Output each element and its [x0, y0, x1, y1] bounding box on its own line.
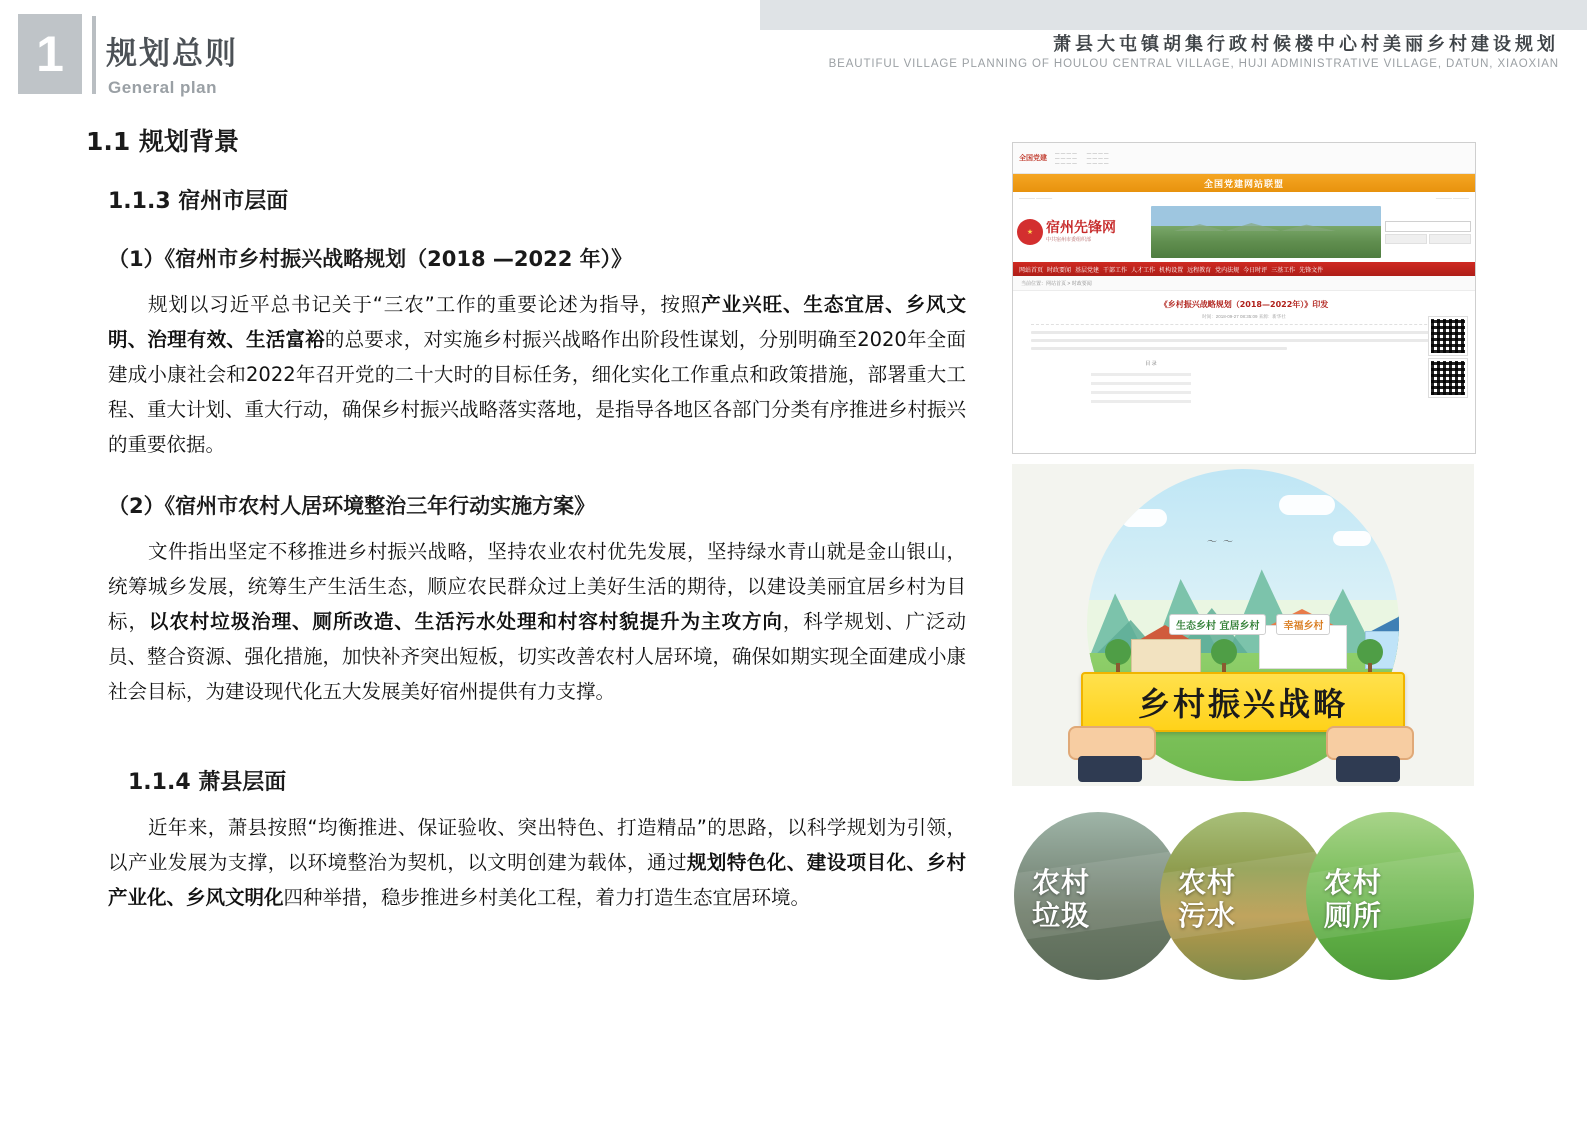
article-toc: [1091, 360, 1457, 403]
page-header: [0, 0, 1587, 112]
item-2-text-bold: 以农村垃圾治理、厕所改造、生活污水处理和村容村貌提升为主攻方向: [148, 610, 783, 633]
toc-item: [1091, 391, 1191, 394]
website-search-tags: [1385, 234, 1471, 244]
birds-icon: 〜〜: [1207, 537, 1239, 548]
search-input[interactable]: [1385, 221, 1471, 232]
breadcrumb: 当前位置：网站首页 > 时政要闻: [1013, 276, 1475, 291]
website-subtitle: 中共宿州市委组织部: [1046, 237, 1092, 243]
circle-photo-sewage: [1160, 812, 1328, 980]
poster-banner-text: 乡村振兴战略: [1137, 685, 1348, 723]
website-topbar-columns: [1055, 151, 1109, 166]
item-1-text-a: 规划以习近平总书记关于“三农”工作的重要论述为指导，按照: [148, 293, 702, 316]
toc-item: [1091, 382, 1191, 385]
toc-item: [1091, 400, 1191, 403]
website-banner: [1013, 202, 1475, 262]
item-3-text-a: 近年来，萧县按照“均衡推进、保证验收、突出特色、打造精品”的思路，以科学规划为引领，以产业发展为支撑，以环境整治为契机，以文明创建为载体，通过: [108, 816, 966, 874]
hand-icon: [1326, 712, 1418, 782]
text-line: [1031, 331, 1436, 334]
nav-item-2[interactable]: 基层党建: [1075, 266, 1100, 274]
website-thin-left: ———— ————: [1019, 194, 1053, 200]
circle-label-toilet: [1324, 866, 1382, 932]
search-tag[interactable]: [1429, 234, 1471, 244]
item-2-text-c: ，科学规划、广泛动员、整合资源、强化措施，加快补齐突出短板，切实改善农村人居环境，确保如期实现全面建成小康社会目标，为建设现代化五大发展美好宿州提供有力支撑。: [108, 610, 967, 703]
figure-three-circles: [1006, 800, 1480, 1000]
item-2-text-a: 文件指出坚定不移推进乡村振兴战略，坚持农业农村优先发展，坚持绿水青山就是金山银山，统筹城乡发展，统筹生产生活生态，顺应农民群众过上美好生活的期待，以建设美丽宜居乡村为目标，: [108, 540, 966, 633]
article-meta: 时间：2018-09-27 08:35:09 来源：新华社: [1031, 314, 1457, 325]
search-tag[interactable]: [1385, 234, 1427, 244]
chapter-title-en: General plan: [108, 78, 217, 97]
poster-label-right: 幸福乡村: [1276, 614, 1330, 635]
nav-item-9[interactable]: 三基工作: [1271, 266, 1296, 274]
circle-label-garbage-line1: 农村: [1032, 866, 1091, 899]
section-heading-1-1-3: 1.1.3 宿州市层面: [108, 189, 289, 214]
nav-item-7[interactable]: 党内法规: [1215, 266, 1240, 274]
website-brand: [1017, 219, 1147, 245]
nav-item-10[interactable]: 先锋文件: [1299, 266, 1324, 274]
project-title-en: BEAUTIFUL VILLAGE PLANNING OF HOULOU CENTRAL VILLAGE, HUJI ADMINISTRATIVE VILLAGE, DATUN, XIAOXIAN: [828, 58, 1559, 70]
item-1-title: （1）《宿州市乡村振兴战略规划（2018 —2022 年）》: [108, 247, 633, 271]
circle-label-toilet-line2: 厕所: [1324, 899, 1383, 932]
chapter-title-cn: 规划总则: [106, 36, 238, 72]
circle-label-toilet-line1: 农村: [1324, 866, 1383, 899]
website-navbar[interactable]: [1013, 262, 1475, 276]
cloud-icon: [1333, 531, 1371, 546]
website-topbar-col: — — — — — — — — — — — —: [1055, 150, 1077, 166]
website-brand-text: [1046, 221, 1116, 243]
nav-item-3[interactable]: 干部工作: [1103, 266, 1128, 274]
item-1-text-c: 的总要求，对实施乡村振兴战略作出阶段性谋划，分别明确至2020年全面建成小康社会和2022年召开党的二十大时的目标任务，细化实化工作重点和政策措施，部署重大工程、重大计划、重大行动，确保乡村振兴战略落实落地，是指导各地区各部门分类有序推进乡村振兴的重要依据。: [108, 328, 967, 456]
circle-photo-toilet: [1306, 812, 1474, 980]
poster-label-left: 生态乡村 宜居乡村: [1169, 614, 1266, 635]
circle-label-garbage: [1032, 866, 1090, 932]
figure-website-screenshot: [1012, 142, 1476, 454]
website-article: [1013, 291, 1475, 417]
cloud-icon: [1279, 495, 1335, 515]
cloud-icon: [1121, 509, 1167, 527]
website-topbar-logo: 全国党建: [1019, 154, 1047, 162]
website-banner-image: [1151, 206, 1381, 258]
circle-label-sewage-line1: 农村: [1178, 866, 1237, 899]
item-1-paragraph: [108, 287, 966, 462]
website-search-area: [1385, 221, 1471, 244]
website-topbar: [1013, 143, 1475, 174]
website-topbar-col: — — — — — — — — — — — —: [1086, 150, 1109, 166]
header-band: [760, 0, 1587, 30]
nav-item-8[interactable]: 今日时评: [1243, 266, 1268, 274]
item-1-text-bold: 产业兴旺、生态宜居、乡风文明、治理有效、生活富裕: [108, 293, 966, 351]
section-spacer: [86, 709, 966, 731]
text-line: [1031, 347, 1287, 350]
text-line: [1031, 339, 1436, 342]
chapter-divider: [92, 16, 96, 94]
figure-rural-revitalization-poster: [1012, 464, 1474, 786]
item-2-title: （2）《宿州市农村人居环境整治三年行动实施方案》: [108, 494, 596, 518]
item-3-text-bold: 规划特色化、建设项目化、乡村产业化、乡风文明化: [108, 851, 966, 909]
website-alliance-bar: 全国党建网站联盟: [1013, 174, 1475, 192]
section-heading-1-1-4: 1.1.4 萧县层面: [128, 770, 287, 795]
qr-code-icon: [1429, 317, 1467, 355]
qr-code-icon: [1429, 359, 1467, 397]
nav-item-1[interactable]: 时政要闻: [1047, 266, 1072, 274]
article-body: [1031, 331, 1457, 403]
section-heading-1-1: 1.1 规划背景: [86, 127, 239, 156]
document-body: [86, 112, 966, 915]
toc-title: 目 录: [1145, 361, 1157, 367]
website-thin-right: ———— ————: [1435, 194, 1469, 200]
item-3-text-c: 四种举措，稳步推进乡村美化工程，着力打造生态宜居环境。: [283, 886, 811, 909]
item-2-paragraph: [108, 534, 966, 709]
poster-labels: [1169, 614, 1330, 635]
project-title-cn: 萧县大屯镇胡集行政村候楼中心村美丽乡村建设规划: [1053, 34, 1559, 55]
nav-item-5[interactable]: 机构设置: [1159, 266, 1184, 274]
article-title: 《乡村振兴战略规划（2018—2022年）》印发: [1159, 300, 1329, 309]
chapter-number: 1: [18, 14, 82, 94]
hand-icon: [1068, 712, 1160, 782]
party-emblem-icon: ★: [1017, 219, 1043, 245]
website-name: 宿州先锋网: [1046, 220, 1116, 236]
nav-item-6[interactable]: 远程教育: [1187, 266, 1212, 274]
nav-item-4[interactable]: 人才工作: [1131, 266, 1156, 274]
circle-label-sewage-line2: 污水: [1178, 899, 1237, 932]
toc-item: [1091, 373, 1191, 376]
item-3-paragraph: [108, 810, 966, 915]
circle-label-garbage-line2: 垃圾: [1032, 899, 1091, 932]
circle-photo-garbage: [1014, 812, 1182, 980]
website-thin-bar: [1013, 192, 1475, 202]
circle-label-sewage: [1178, 866, 1236, 932]
nav-item-0[interactable]: 网站首页: [1019, 266, 1044, 274]
